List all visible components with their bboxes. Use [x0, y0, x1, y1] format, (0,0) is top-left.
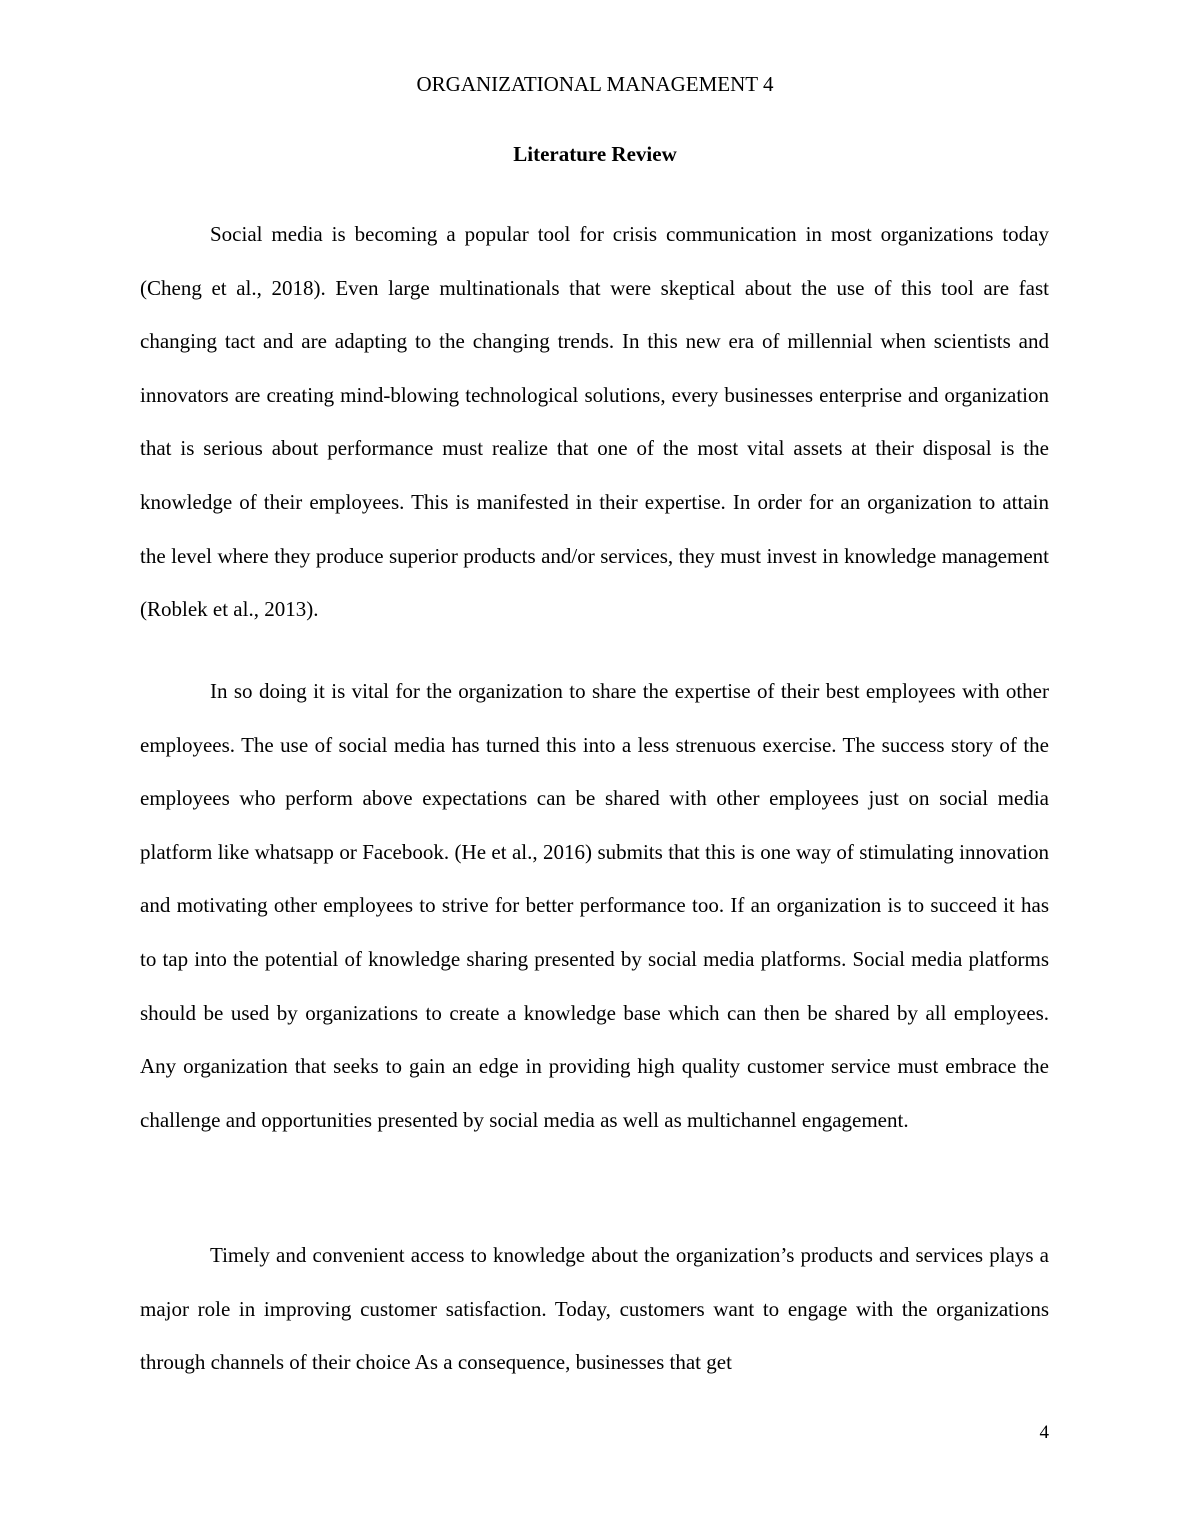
page-number: 4 [1039, 1422, 1049, 1443]
paragraph: In so doing it is vital for the organization to share the expertise of their best employees with other employees. The use of social media has turned this into a less strenuous exercise. The success story of the employees who perform above expectations can be shared with other employees just on social media platform like whatsapp or Facebook. (He et al., 2016) submits that this is one way of stimulating innovation and motivating other employees to strive for better performance too. If an organization is to succeed it has to tap into the potential of knowledge sharing presented by social media platforms. Social media platforms should be used by organizations to create a knowledge base which can then be shared by all employees. Any organization that seeks to gain an edge in providing high quality customer service must embrace the challenge and opportunities presented by social media as well as multichannel engagement. [140, 679, 1049, 1132]
paragraph: Timely and convenient access to knowledge about the organization’s products and services plays a major role in improving customer satisfaction. Today, customers want to engage with the organizations through channels of their choice As a consequence, businesses that get [140, 1243, 1049, 1375]
paragraph: Social media is becoming a popular tool for crisis communication in most organizations today (Cheng et al., 2018). Even large multinationals that were skeptical about the use of this tool are fast changing tact and are adapting to the changing trends. In this new era of millennial when scientists and innovators are creating mind-blowing technological solutions, every businesses enterprise and organization that is serious about performance must realize that one of the most vital assets at their disposal is the knowledge of their employees. This is manifested in their expertise. In order for an organization to attain the level where they produce superior products and/or services, they must invest in knowledge management (Roblek et al., 2013). [140, 222, 1049, 622]
section-title: Literature Review [513, 142, 677, 166]
running-head: ORGANIZATIONAL MANAGEMENT 4 [416, 72, 774, 96]
